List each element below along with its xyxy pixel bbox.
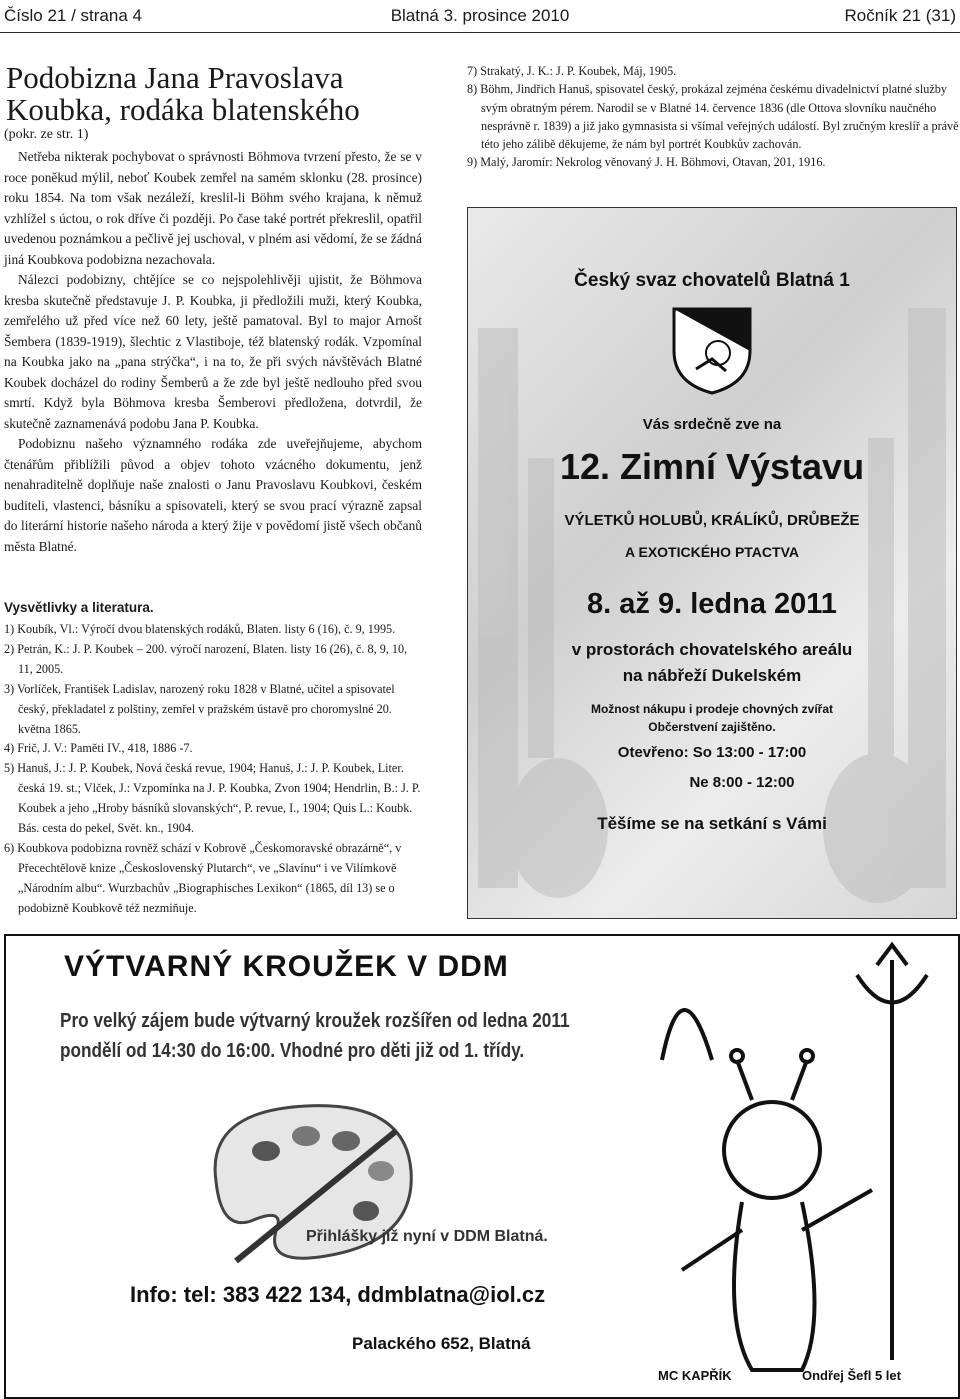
ad-address: Palackého 652, Blatná: [352, 1334, 531, 1353]
drawing-club: MC KAPŘÍK: [658, 1368, 732, 1383]
union-emblem-icon: [666, 303, 758, 395]
issue-date: Blatná 3. prosince 2010: [390, 6, 570, 25]
page-header: [0, 0, 960, 33]
references-list-continued: [467, 62, 959, 172]
paragraph: Netřeba nikterak pochybovat o správnosti Böhmova tvrzení přesto, že se v roce poněkud mýlil, neboť Koubek zemřel na samém sklonku (28. prosince) roku 1854. Na tom však nezáleží, kreslil-li Böhm svého krajana, k němuž vzhlížel s úctou, o rok dříve či později. Po čase také portrét překreslil, opatřil uvedenou poznámkou a pečlivě jej uschoval, v plném asi vědomí, že se žádná jiná Koubkova podobizna nezachovala.: [4, 149, 422, 267]
continued-note: (pokr. ze str. 1): [4, 127, 89, 142]
exhibition-poster: [467, 207, 957, 919]
reference-item: 1) Koubík, Vl.: Výročí dvou blatenských rodáků, Blaten. listy 6 (16), č. 9, 1995.: [4, 622, 396, 636]
poster-venue-2: na nábřeží Dukelském: [622, 666, 802, 685]
poster-subjects: VÝLETKŮ HOLUBŮ, KRÁLÍKŮ, DRŮBEŽE: [564, 512, 860, 529]
reference-item: 3) Vorlíček, František Ladislav, narozený roku 1828 v Blatné, učitel a spisovatel český, překladatel z polštiny, zemřel v pražském ústavě pro choromyslné 20. května 1865.: [4, 681, 395, 736]
references-heading: Vysvětlivky a literatura.: [4, 600, 154, 615]
references-list: [4, 620, 422, 919]
paragraph: Nálezci podobizny, chtějíce se co nejspolehlivěji ujistit, že Böhmova kresba skutečně představuje J. P. Koubka, ji předložili muži, který Koubka, zemřelého už před více než 60 lety, ještě pamatoval. Byl to major Arnošt Šembera (1839-1919), šlechtic z Vlastiboje, též blatenský rodák. Vzpomínal na Koubka jako na „pana strýčka“, i na to, že při svých návštěvách Blatné Koubek docházel do rodiny Šemberů a že zde byl ještě nedlouho před svou smrtí. Když byla Böhmova kresba Šemberovi předložena, dotvrdil, že skutečně zaznamenává podobu Jana P. Koubka.: [4, 272, 422, 431]
ad-contact: Info: tel: 383 422 134, ddmblatna@iol.cz: [130, 1282, 546, 1307]
issue-and-page: Číslo 21 / strana 4: [4, 6, 142, 25]
article-body: [4, 147, 422, 557]
reference-item: 8) Böhm, Jindřich Hanuš, spisovatel český, prokázal zejména českému divadelnictví platné služby svým obratným pérem. Narodil se v Blatné 14. července 1836 (dle Ottova slovníku naučného nesprávně r. 1839) a již jako gymnasista si všímal veřejných událostí. Byl zručným kreslíř a právě této jeho zálibě děkujeme, že nám byl portrét Koubkův zachován.: [467, 82, 959, 152]
poster-dates: 8. až 9. ledna 2011: [587, 588, 837, 620]
article-title: Podobizna Jana Pravoslava Koubka, rodáka blatenského: [6, 60, 360, 127]
reference-item: 7) Strakatý, J. K.: J. P. Koubek, Máj, 1905.: [467, 64, 677, 78]
poster-venue: v prostorách chovatelského areálu: [571, 640, 853, 659]
volume: Ročník 21 (31): [844, 6, 956, 25]
poster-sale: Možnost nákupu i prodeje chovných zvířat: [590, 702, 834, 716]
ad-title: VÝTVARNÝ KROUŽEK V DDM: [64, 950, 509, 983]
paragraph: Podobiznu našeho významného rodáka zde uveřejňujeme, abychom čtenářům přiblížili původ a objev tohoto vzácného dokumentu, jenž nenahraditelně doplňuje naše znalosti o Janu Pravoslavu Koubkovi, českém buditeli, vlastenci, básníku a spisovateli, který se svou prací výrazně zapsal do literární historie našeho národa a který žije v povědomí jistě všech občanů města Blatné.: [4, 436, 422, 554]
reference-item: 9) Malý, Jaromír: Nekrolog věnovaný J. H. Böhmovi, Otavan, 201, 1916.: [467, 155, 826, 170]
ad-signup: Přihlášky již nyní v DDM Blatná.: [306, 1228, 548, 1245]
poster-refreshments: Občerstvení zajištěno.: [648, 720, 776, 734]
poster-hours-sunday: Ne 8:00 - 12:00: [689, 774, 795, 791]
art-club-ad: [4, 934, 960, 1399]
reference-item: 6) Koubkova podobizna rovněž schází v Kobrově „Českomoravské obrazárně“, v Přecechtělově knize „Československý Plutarch“, ve „Slavínu“ i ve Vilímkově „Národním albu“. Wurzbachův „Biographisches Lexikon“ (1865, díl 13) se o podobizně Koubkově též nezmiňuje.: [4, 840, 402, 915]
child-drawing-icon: [642, 940, 952, 1390]
poster-org: Český svaz chovatelů Blatná 1: [574, 270, 850, 291]
drawing-author: Ondřej Šefl 5 let: [802, 1368, 901, 1383]
reference-item: 4) Frič, J. V.: Paměti IV., 418, 1886 -7.: [4, 741, 193, 756]
poster-closing: Těšíme se na setkání s Vámi: [597, 814, 827, 833]
ad-line-2: pondělí od 14:30 do 16:00. Vhodné pro děti již od 1. třídy.: [60, 1040, 525, 1062]
reference-item: 5) Hanuš, J.: J. P. Koubek, Nová česká revue, 1904; Hanuš, J.: J. P. Koubek, Liter. česká 19. st.; Vlček, J.: Vzpomínka na J. P. Koubka, Zvon 1904; Hendrlin, B.: J. P. Koubek a jeho „Hroby básníků slovanských“, P. revue, I., 1904; Quis L.: Koubk. Bás. cesta do pekel, Svět. kn., 1904.: [4, 761, 421, 836]
reference-item: 2) Petrán, K.: J. P. Koubek – 200. výročí narození, Blaten. listy 16 (26), č. 8, 9, 10, 11, 2005.: [4, 641, 408, 676]
poster-hours-saturday: Otevřeno: So 13:00 - 17:00: [617, 744, 807, 761]
poster-subjects-2: A EXOTICKÉHO PTACTVA: [625, 544, 799, 560]
ad-line-1: Pro velký zájem bude výtvarný kroužek rozšířen od ledna 2011: [60, 1010, 570, 1032]
poster-event: 12. Zimní Výstavu: [559, 446, 865, 487]
poster-invite: Vás srdečně zve na: [642, 416, 782, 433]
